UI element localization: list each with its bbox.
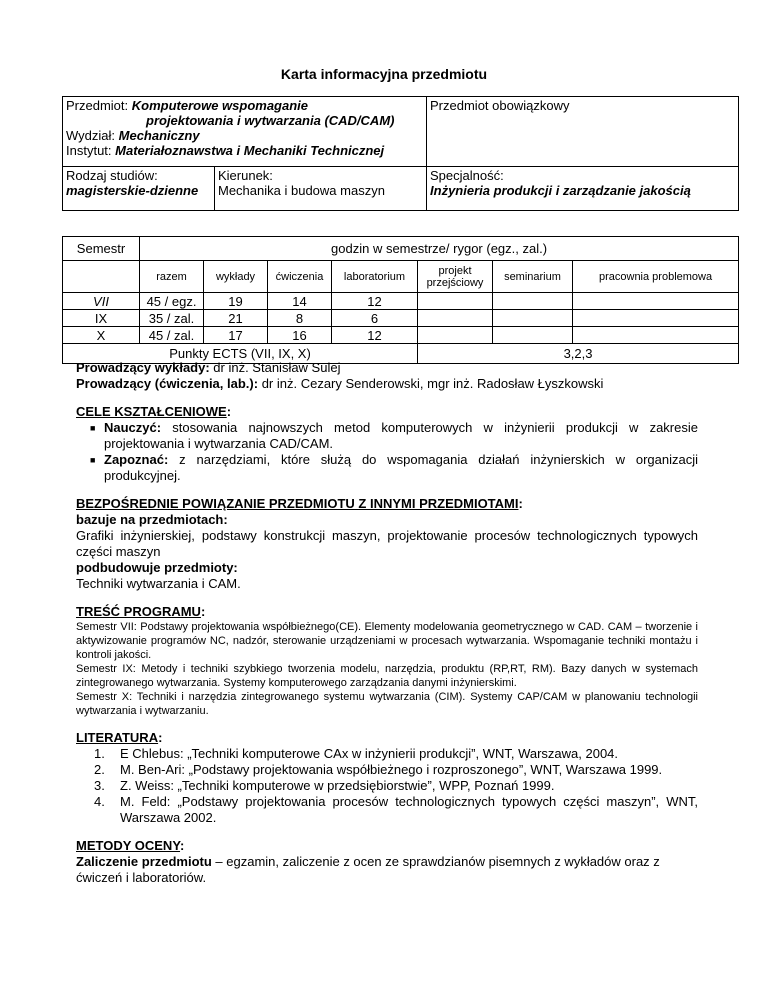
table-row xyxy=(63,293,739,310)
instructors-label: Prowadzący (ćwiczenia, lab.): xyxy=(76,376,259,391)
literature-entry: M. Ben-Ari: „Podstawy projektowania współbieżnego i rozproszonego”, WNT, Warszawa 1999. xyxy=(120,762,663,777)
list-item xyxy=(94,746,698,762)
table-cell xyxy=(493,293,573,310)
section-heading-goals: CELE KSZTAŁCENIOWE xyxy=(76,404,227,419)
table-cell: 17 xyxy=(204,327,268,344)
literature-list xyxy=(76,746,698,826)
table-cell xyxy=(573,310,739,327)
table-cell: 45 / egz. xyxy=(140,293,204,310)
goal-label: Nauczyć: xyxy=(104,420,162,435)
goals-list xyxy=(76,420,698,484)
section-heading-program: TREŚĆ PROGRAMU xyxy=(76,604,201,619)
table-cell: 8 xyxy=(268,310,332,327)
based-on-label: bazuje na przedmiotach: xyxy=(76,512,228,527)
list-item xyxy=(94,794,698,826)
semester-cell: VII xyxy=(63,293,140,310)
section-heading-assessment: METODY OCENY xyxy=(76,838,181,853)
assessment-description: – egzamin, zaliczenie z ocen ze sprawdzianów pisemnych z wykładów oraz z ćwiczeń i laboratoriów. xyxy=(76,854,660,885)
course-label: Przedmiot: xyxy=(66,98,129,113)
item-number: 2. xyxy=(94,762,105,777)
semester-cell: IX xyxy=(63,310,140,327)
hours-table xyxy=(62,236,739,364)
supports-label: podbudowuje przedmioty: xyxy=(76,560,238,575)
specialty-label: Specjalność: xyxy=(430,168,504,183)
document-body: Prowadzący wykłady: dr inż. Stanisław Sulej Prowadzący (ćwiczenia, lab.): dr inż. Cezary Senderowski, mgr inż. Radosław Łyszkowski CELE KSZTAŁCENIOWE: ■ Nauczyć: stosowania najnowszych metod komputerowych w inżynierii produkcji w zakresie projektowania i wytwarzania CAD/CAM. ■ Zapoznać: z narzędziami, które służą do wspomagania działań inżynierskich w organizacji produkcyjnej. BEZPOŚREDNIE POWIĄZANIE PRZEDMIOTU Z INNYMI PRZEDMIOTAMI: bazuje na przedmiotach: Grafiki inżynierskiej, podstawy konstrukcji maszyn, projektowanie procesów technologicznych typowych części maszyn podbudowuje przedmioty: Techniki wytwarzania i CAM. TREŚĆ PROGRAMU: Semestr VII: Podstawy projektowania współbieżnego(CE). Elementy modelowania geometrycznego w CAD. CAM – tworzenie i aktywizowanie programów NC, nadzór, sterowanie urządzeniami w procesach wytwarzania. Wspomaganie techniki montażu i kontroli jakości. Semestr IX: Metody i techniki szybkiego tworzenia modelu, narzędzia, produktu (RP,RT, RM). Bazy danych w systemach zintegrowanego wytwarzania. Systemy komputerowego zarządzania danymi inżynierskimi. Semestr X: Techniki i narzędzia zintegrowanego systemu wytwarzania (CIM). Systemy CAP/CAM w planowaniu technologii wytwarzania i wytwarzaniu. LITERATURA: 1. E Chlebus: „Techniki komputerowe CAx w inżynierii produkcji”, WNT, Warszawa, 2004. 2. M. Ben-Ari: „Podstawy projektowania współbieżnego i rozproszonego”, WNT, Warszawa 1999. 3. Z. Weiss: „Techniki komputerowe w przedsiębiorstwie”, WPP, Poznań 1999. 4. M. Feld: „Podstawy projektowania procesów technologicznych typowych części maszyn”, WNT, Warszawa 2002. METODY OCENY: Zaliczenie przedmiotu – egzamin, zaliczenie z ocen ze sprawdzianów pisemnych z wykładów oraz z ćwiczeń i laboratoriów. xyxy=(76,360,698,885)
instructors-line xyxy=(76,376,698,392)
ects-value: 3,2,3 xyxy=(418,344,739,364)
literature-entry: Z. Weiss: „Techniki komputerowe w przedsiębiorstwie”, WPP, Poznań 1999. xyxy=(120,778,555,793)
semester-cell: X xyxy=(63,327,140,344)
faculty-label: Wydział: xyxy=(66,128,116,143)
field-value: Mechanika i budowa maszyn xyxy=(218,183,385,198)
institute-label: Instytut: xyxy=(66,143,112,158)
hours-header: godzin w semestrze/ rygor (egz., zal.) xyxy=(140,237,739,261)
lecturer-line xyxy=(76,360,698,376)
lecturer-name: dr inż. Stanisław Sulej xyxy=(213,360,341,375)
table-cell: 21 xyxy=(204,310,268,327)
table-row xyxy=(63,327,739,344)
goal-text: z narzędziami, które służą do wspomagania działań inżynierskich w organizacji produkcyjnej. xyxy=(104,452,698,483)
field-label: Kierunek: xyxy=(218,168,273,183)
table-cell: 12 xyxy=(332,327,418,344)
faculty-name: Mechaniczny xyxy=(118,128,200,143)
specialty-cell xyxy=(427,167,739,211)
table-cell xyxy=(418,310,493,327)
table-cell: 14 xyxy=(268,293,332,310)
goal-text: stosowania najnowszych metod komputerowych w inżynierii produkcji w zakresie projektowania i wytwarzania CAD/CAM. xyxy=(104,420,698,451)
specialty-value: Inżynieria produkcji i zarządzanie jakością xyxy=(430,183,691,198)
list-item: ■ Nauczyć: stosowania najnowszych metod komputerowych w inżynierii produkcji w zakresie projektowania i wytwarzania CAD/CAM. xyxy=(90,420,698,451)
section-heading-literature: LITERATURA xyxy=(76,730,159,745)
table-cell: 6 xyxy=(332,310,418,327)
based-on-text: Grafiki inżynierskiej, podstawy konstrukcji maszyn, projektowanie procesów technologicznych typowych części maszyn xyxy=(76,528,698,559)
field-cell xyxy=(215,167,427,211)
item-number: 3. xyxy=(94,778,105,793)
table-cell: 19 xyxy=(204,293,268,310)
course-name-line1: Komputerowe wspomaganie xyxy=(131,98,309,113)
item-number: 4. xyxy=(94,794,105,809)
supports-text: Techniki wytwarzania i CAM. xyxy=(76,576,241,591)
instructors-names: dr inż. Cezary Senderowski, mgr inż. Radosław Łyszkowski xyxy=(261,376,604,391)
column-header: seminarium xyxy=(493,261,573,293)
table-cell: 12 xyxy=(332,293,418,310)
column-header: laboratorium xyxy=(332,261,418,293)
table-cell xyxy=(418,327,493,344)
mandatory-cell xyxy=(427,97,739,167)
table-cell: 16 xyxy=(268,327,332,344)
column-header: pracownia problemowa xyxy=(573,261,739,293)
goal-label: Zapoznać: xyxy=(104,452,169,467)
program-paragraph: Semestr VII: Podstawy projektowania współbieżnego(CE). Elementy modelowania geometrycznego w CAD. CAM – tworzenie i aktywizowanie programów NC, nadzór, sterowanie urządzeniami w procesach wytwarzania. Wspomaganie techniki montażu i kontroli jakości. xyxy=(76,621,698,661)
course-cell xyxy=(63,97,427,167)
table-cell xyxy=(418,293,493,310)
institute-name: Materiałoznawstwa i Mechaniki Technicznej xyxy=(115,143,385,158)
column-header: projekt przejściowy xyxy=(418,261,493,293)
study-type-cell xyxy=(63,167,215,211)
lecturer-label: Prowadzący wykłady: xyxy=(76,360,210,375)
table-cell xyxy=(493,310,573,327)
table-row xyxy=(63,310,739,327)
item-number: 1. xyxy=(94,746,105,761)
empty-header-cell xyxy=(63,261,140,293)
list-item xyxy=(94,778,698,794)
table-cell xyxy=(573,327,739,344)
semester-header: Semestr xyxy=(63,237,140,261)
list-item: ■ Zapoznać: z narzędziami, które służą do wspomagania działań inżynierskich w organizacji produkcyjnej. xyxy=(90,452,698,483)
table-cell xyxy=(493,327,573,344)
literature-entry: E Chlebus: „Techniki komputerowe CAx w inżynierii produkcji”, WNT, Warszawa, 2004. xyxy=(120,746,619,761)
column-header: ćwiczenia xyxy=(268,261,332,293)
column-header: razem xyxy=(140,261,204,293)
table-cell: 35 / zal. xyxy=(140,310,204,327)
program-paragraph: Semestr IX: Metody i techniki szybkiego tworzenia modelu, narzędzia, produktu (RP,RT, RM). Bazy danych w systemach zintegrowanego wytwarzania. Systemy komputerowego zarządzania danymi inżynierskimi. xyxy=(76,663,698,689)
literature-entry: M. Feld: „Podstawy projektowania procesów technologicznych typowych części maszyn”, WNT, Warszawa 2002. xyxy=(120,794,698,825)
column-header: wykłady xyxy=(204,261,268,293)
ects-label: Punkty ECTS (VII, IX, X) xyxy=(63,344,418,364)
assessment-text xyxy=(76,854,698,886)
mandatory-text: Przedmiot obowiązkowy xyxy=(430,98,570,113)
study-type-value: magisterskie-dzienne xyxy=(66,183,199,198)
table-cell xyxy=(573,293,739,310)
table-cell: 45 / zal. xyxy=(140,327,204,344)
course-info-table xyxy=(62,96,739,211)
document-title: Karta informacyjna przedmiotu xyxy=(280,66,488,82)
assessment-label: Zaliczenie przedmiotu xyxy=(76,854,212,869)
study-type-label: Rodzaj studiów: xyxy=(66,168,158,183)
program-paragraph: Semestr X: Techniki i narzędzia zintegrowanego systemu wytwarzania (CIM). Systemy CAP/CAM w planowaniu technologii wytwarzania i wytwarzaniu. xyxy=(76,691,698,717)
list-item xyxy=(94,762,698,778)
section-heading-relations: BEZPOŚREDNIE POWIĄZANIE PRZEDMIOTU Z INNYMI PRZEDMIOTAMI xyxy=(76,496,519,511)
course-name-line2: projektowania i wytwarzania (CAD/CAM) xyxy=(146,113,395,128)
